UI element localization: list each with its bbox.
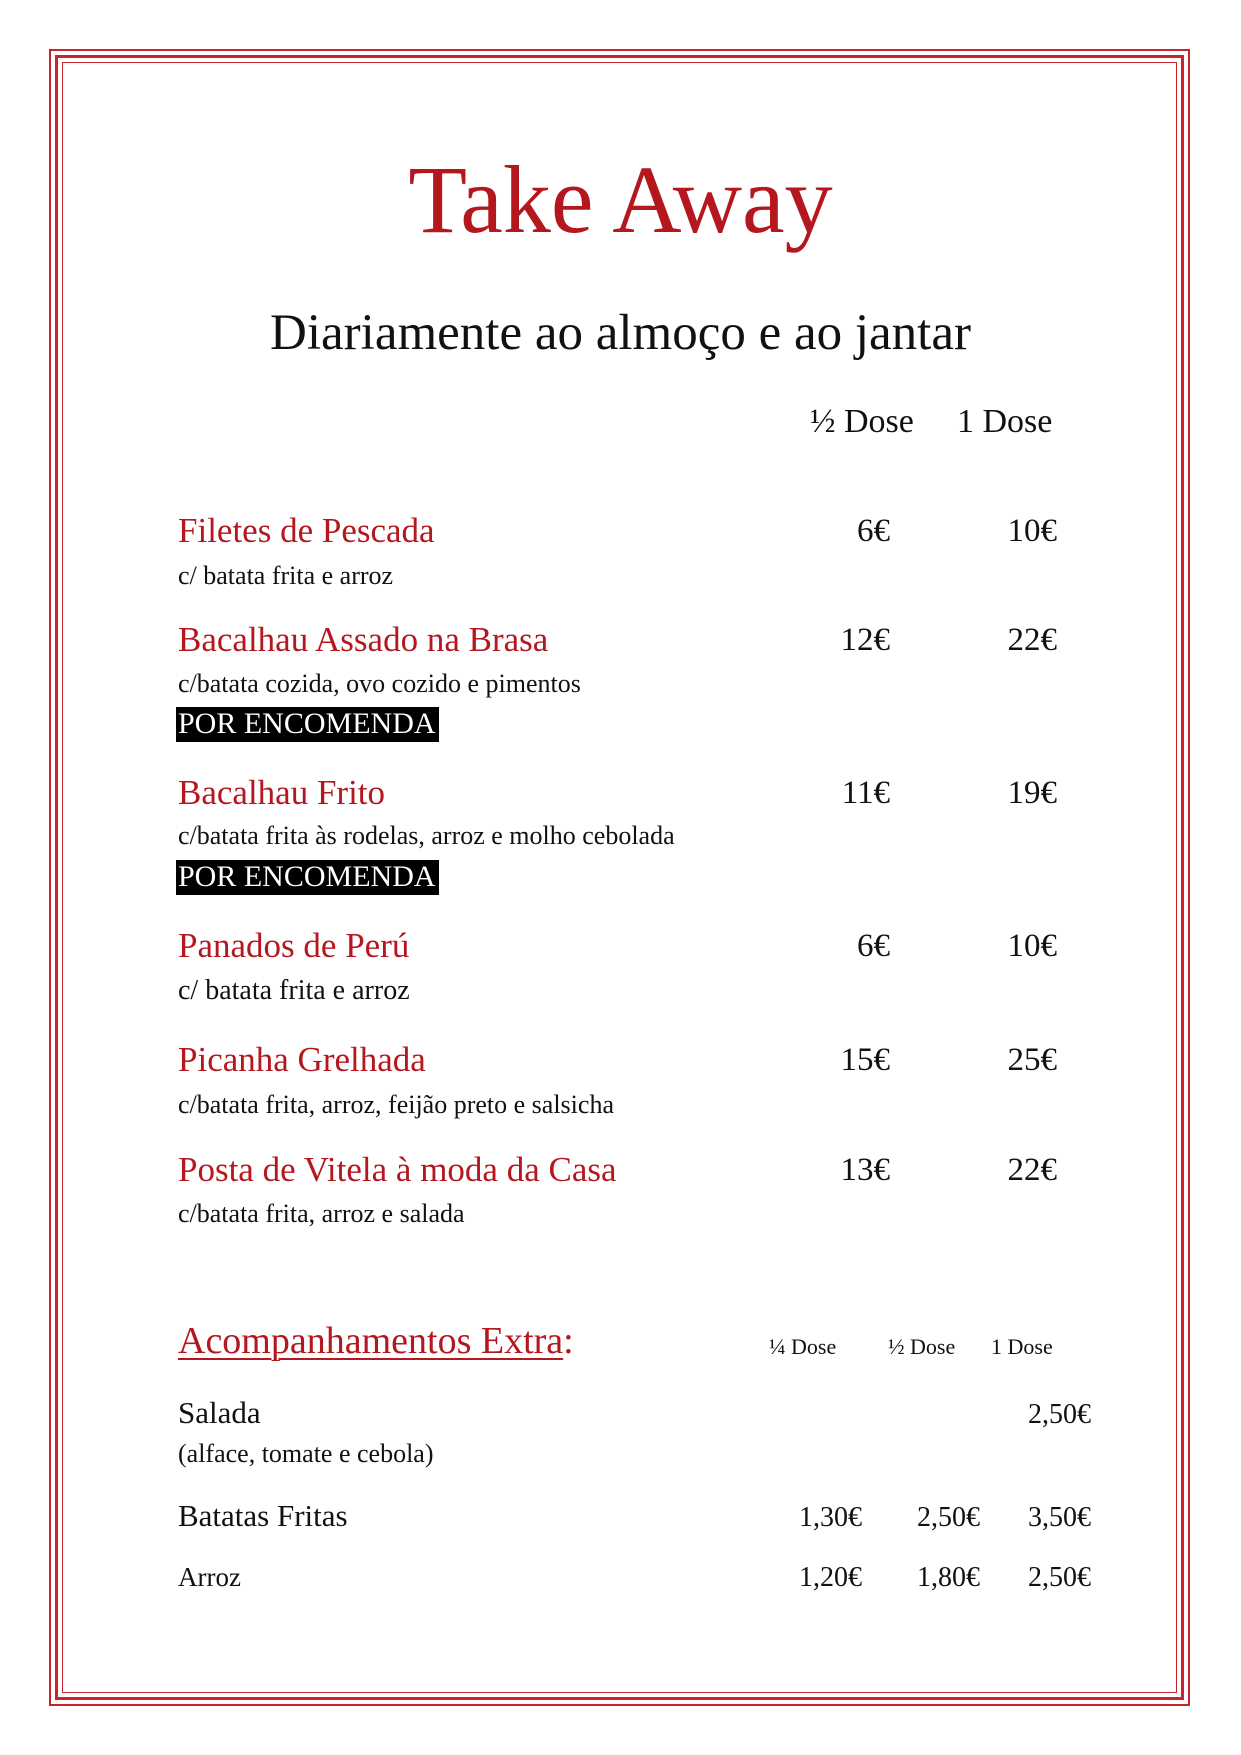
page-subtitle: Diariamente ao almoço e ao jantar [270,305,971,361]
dish-price-half: 6€ [857,928,890,964]
dish-price-full: 10€ [1007,513,1057,549]
dish-price-full: 10€ [1007,928,1057,964]
extras-section-title [178,1322,574,1360]
extra-price-quarter: 1,20€ [799,1562,862,1593]
dish-description: c/batata frita às rodelas, arroz e molho cebolada [178,821,675,850]
dish-price-half: 13€ [840,1152,890,1188]
dish-name: Panados de Perú [178,926,410,965]
dish-name: Picanha Grelhada [178,1040,426,1079]
dish-price-half: 12€ [840,622,890,658]
dish-price-half: 11€ [841,775,890,811]
dish-price-full: 22€ [1007,622,1057,658]
extra-item-name: Salada [178,1395,261,1430]
dish-price-half: 6€ [857,513,890,549]
dish-name: Bacalhau Frito [178,773,386,812]
dish-name: Posta de Vitela à moda da Casa [178,1150,617,1189]
order-only-badge: POR ENCOMENDA [176,707,439,742]
extra-price-full: 3,50€ [1028,1502,1091,1533]
dish-description: c/batata frita, arroz e salada [178,1199,465,1228]
extras-header-full-dose: 1 Dose [991,1334,1053,1359]
dish-price-full: 25€ [1007,1042,1057,1078]
column-header-full-dose: 1 Dose [957,403,1053,440]
dish-description: c/ batata frita e arroz [178,561,394,590]
order-only-badge: POR ENCOMENDA [176,860,439,895]
extras-title-colon: : [563,1320,574,1362]
extra-price-full: 2,50€ [1028,1562,1091,1593]
page-title: Take Away [408,146,833,253]
dish-price-full: 19€ [1007,775,1057,811]
column-header-half-dose: ½ Dose [810,403,914,440]
extra-price-half: 2,50€ [917,1502,980,1533]
dish-description: c/batata cozida, ovo cozido e pimentos [178,669,581,698]
extra-price-half: 1,80€ [917,1562,980,1593]
dish-description: c/ batata frita e arroz [178,975,410,1006]
extra-price-full: 2,50€ [1028,1399,1091,1430]
dish-price-half: 15€ [840,1042,890,1078]
extra-price-quarter: 1,30€ [799,1502,862,1533]
dish-name: Bacalhau Assado na Brasa [178,620,549,659]
extra-item-description: (alface, tomate e cebola) [178,1439,434,1468]
extra-item-name: Arroz [178,1562,241,1592]
dish-name: Filetes de Pescada [178,511,435,550]
dish-price-full: 22€ [1007,1152,1057,1188]
dish-description: c/batata frita, arroz, feijão preto e salsicha [178,1090,614,1119]
extras-title-text: Acompanhamentos Extra [178,1320,564,1362]
extra-item-name: Batatas Fritas [178,1498,348,1533]
extras-header-quarter-dose: ¼ Dose [769,1334,837,1359]
extras-header-half-dose: ½ Dose [888,1334,956,1359]
